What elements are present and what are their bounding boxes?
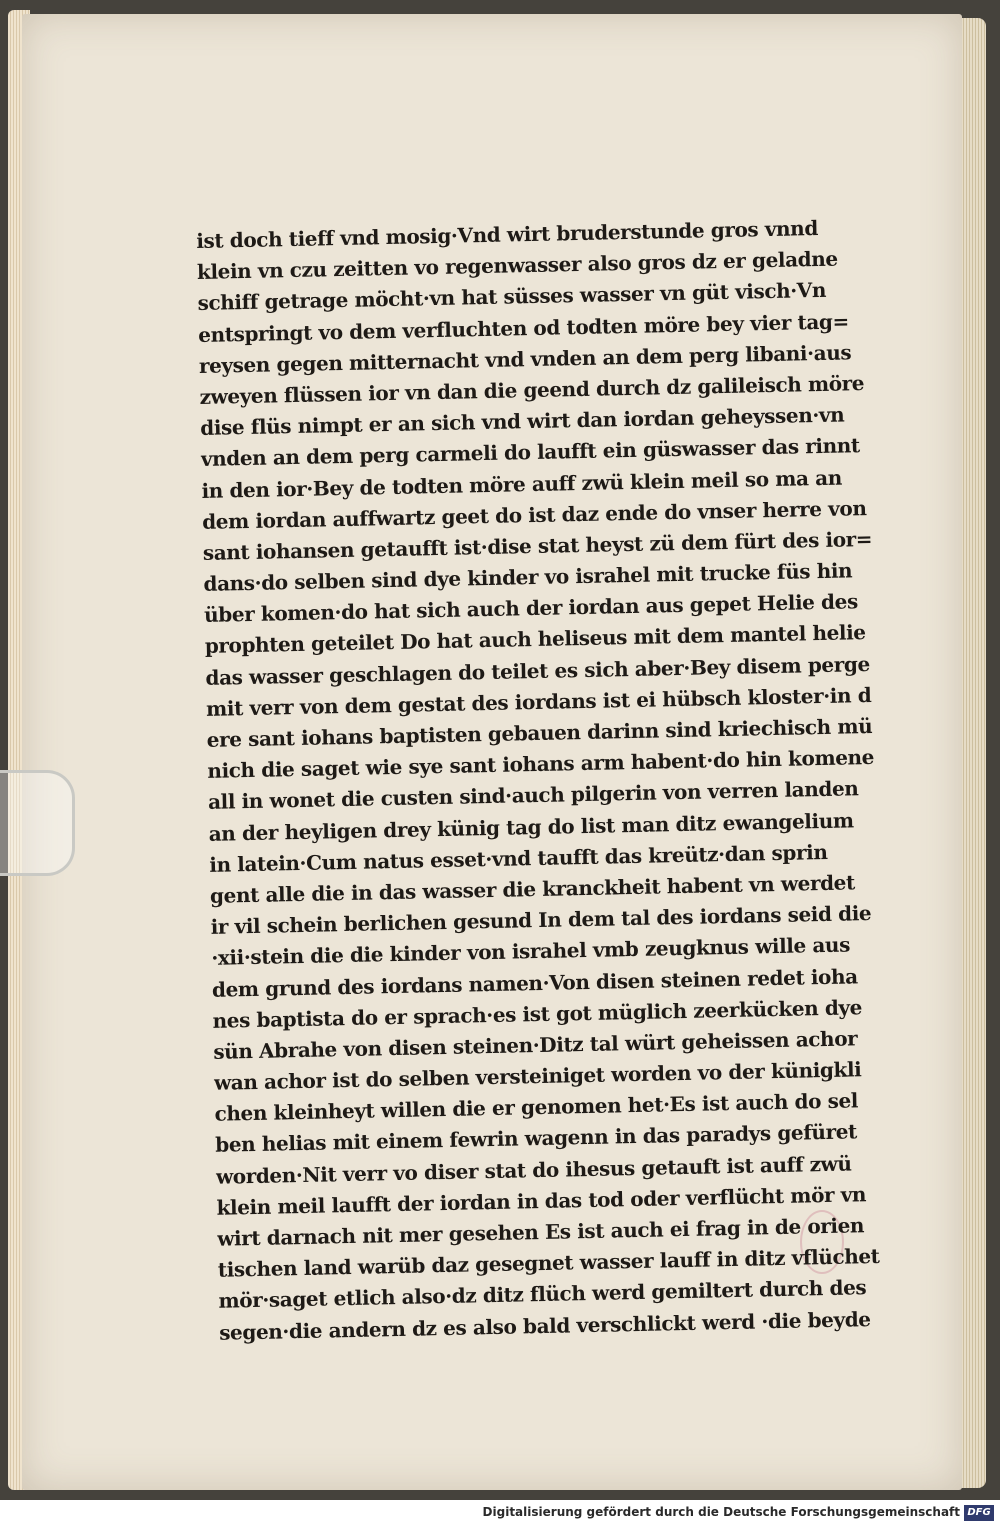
text-line: dise flüs nimpt er an sich vnd wirt dan iordan geheyssen·vn [199, 402, 845, 441]
text-line: worden·Nit verr vo diser stat do ihesus getauft ist auff zwü [215, 1151, 852, 1189]
text-line: segen·die andern dz es also bald verschlickt werd ·die beyde [218, 1306, 871, 1345]
text-line: entspringt vo dem verfluchten od todten möre bey vier tag= [198, 308, 850, 347]
text-line: dans·do selben sind dye kinder vo israhel mit trucke füs hin [203, 558, 853, 596]
text-line: ·xii·stein die die kinder von israhel vmb zeugknus wille aus [211, 932, 851, 971]
text-line: vnden an dem perg carmeli do laufft ein güswasser das rinnt [200, 433, 860, 472]
text-line: sant iohansen getaufft ist·dise stat heyst zü dem fürt des ior= [202, 526, 873, 565]
text-line: chen kleinheyt willen die er genomen het·Es ist auch do sel [214, 1088, 859, 1127]
text-line: das wasser geschlagen do teilet es sich aber·Bey disem perge [205, 651, 871, 690]
text-line: in latein·Cum natus esset·vnd taufft das kreütz·dan sprin [209, 839, 828, 877]
page-clip [0, 770, 75, 876]
text-line: zweyen flüssen ior vn dan die geend durch dz galileisch möre [199, 370, 865, 409]
text-line: prophten geteilet Do hat auch heliseus mit dem mantel helie [204, 620, 866, 659]
text-line: ben helias mit einem fewrin wagenn in das paradys gefüret [215, 1119, 858, 1158]
text-line: wirt darnach nit mer gesehen Es ist auch ei frag in de orien [216, 1213, 865, 1251]
text-line: dem iordan auffwartz geet do ist daz ende do vnser herre von [201, 495, 867, 534]
text-line: ere sant iohans baptisten gebauen darinn sind kriechisch mü [206, 713, 873, 752]
text-line: all in wonet die custen sind·auch pilgerin von verren landen [207, 776, 859, 815]
text-line: nich die saget wie sye sant iohans arm habent·do hin komene [207, 745, 875, 784]
text-line: ist doch tieff vnd mosig·Vnd wirt bruderstunde gros vnnd [196, 215, 819, 253]
text-line: in den ior·Bey de todten möre auff zwü klein meil so ma an [201, 465, 843, 503]
main-text-block [196, 212, 899, 1349]
footer-bar [0, 1500, 1000, 1527]
text-line: tischen land warüb daz gesegnet wasser lauff in ditz vflüchet [217, 1244, 880, 1282]
text-line: schiff getrage möcht·vn hat süsses wasser vn güt visch·Vn [197, 278, 827, 316]
text-line: klein vn czu zeitten vo regenwasser also gros dz er geladne [196, 246, 838, 285]
text-line: über komen·do hat sich auch der iordan aus gepet Helie des [203, 589, 859, 628]
page-stack-right [958, 18, 986, 1488]
text-line: dem grund des iordans namen·Von disen steinen redet ioha [211, 963, 858, 1002]
text-line: nes baptista do er sprach·es ist got müglich zeerkücken dye [212, 994, 863, 1033]
text-line: gent alle die in das wasser die kranckheit habent vn werdet [209, 870, 856, 908]
funding-credit: Digitalisierung gefördert durch die Deutsche Forschungsgemeinschaft [482, 1505, 960, 1519]
text-line: klein meil laufft der iordan in das tod oder verflücht mör vn [216, 1181, 867, 1220]
text-line: mit verr von dem gestat des iordans ist ei hübsch kloster·in d [205, 682, 872, 721]
text-line: mör·saget etlich also·dz ditz flüch werd gemiltert durch des [218, 1275, 867, 1314]
text-line: reysen gegen mitternacht vnd vnden an dem perg libani·aus [198, 340, 852, 378]
text-line: an der heyligen drey künig tag do list man ditz ewangelium [208, 807, 854, 846]
text-line: sün Abrahe von disen steinen·Ditz tal würt geheissen achor [213, 1026, 858, 1064]
text-line: wan achor ist do selben versteiniget worden vo der künigkli [213, 1057, 862, 1095]
dfg-logo: DFG [964, 1505, 994, 1521]
text-line: ir vil schein berlichen gesund In dem tal des iordans seid die [210, 901, 872, 939]
